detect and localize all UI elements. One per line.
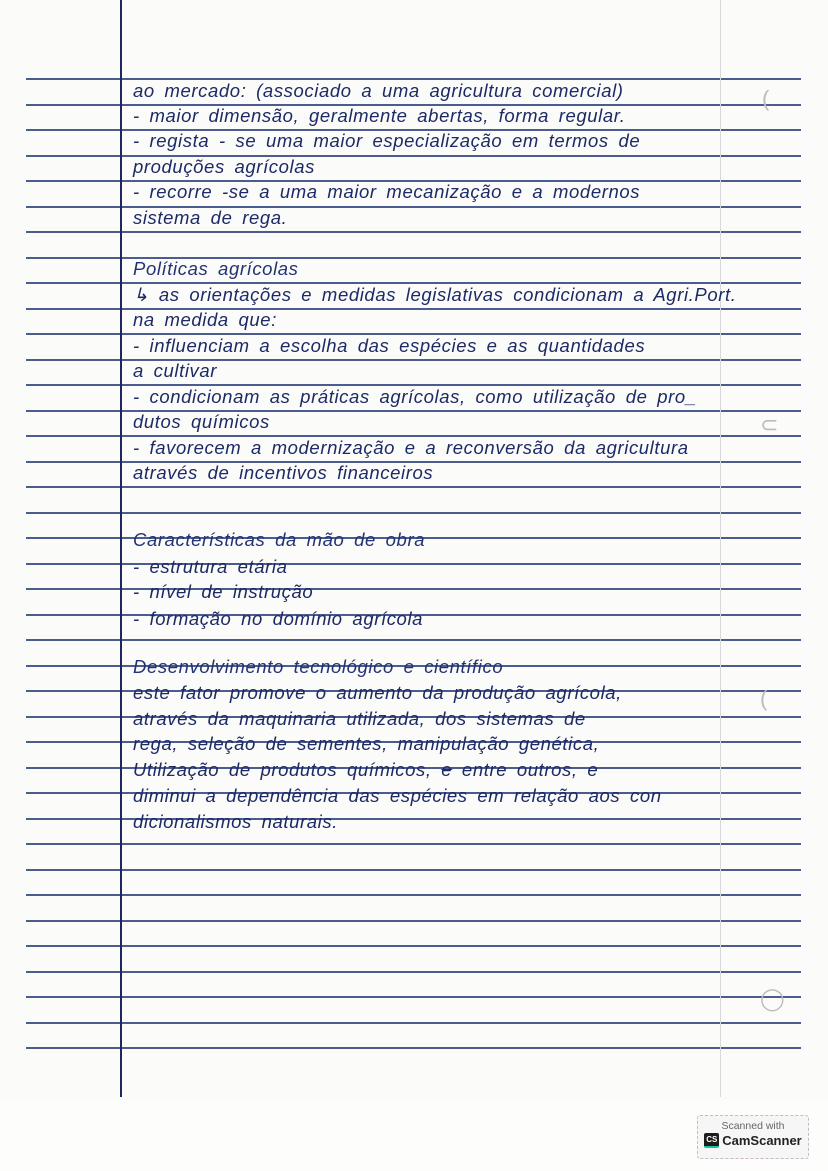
ruled-line [26, 486, 801, 488]
ruled-line [26, 920, 801, 922]
ruled-line [26, 971, 801, 973]
ruled-line [26, 639, 801, 641]
note-line: ↳ as orientações e medidas legislativas condicionam a Agri.Port. [133, 284, 737, 305]
ruled-line [26, 869, 801, 871]
struck-word: e [441, 759, 453, 780]
ruled-line [26, 231, 801, 233]
ruled-line [26, 843, 801, 845]
hole-mark-icon: ( [762, 86, 770, 111]
note-line: - nível de instrução [133, 581, 314, 602]
badge-caption: Scanned with [721, 1120, 785, 1132]
ruled-line [26, 894, 801, 896]
note-line: produções agrícolas [133, 156, 315, 177]
note-line: - estrutura etária [133, 556, 288, 577]
margin-line [120, 0, 122, 1097]
note-text: entre outros, e [452, 759, 599, 780]
note-line: dicionalismos naturais. [133, 811, 338, 832]
hole-mark-icon: ◯ [760, 986, 785, 1011]
note-line: - maior dimensão, geralmente abertas, forma regular. [133, 105, 626, 126]
note-line: a cultivar [133, 360, 218, 381]
note-line: - formação no domínio agrícola [133, 608, 424, 629]
note-line: - influenciam a escolha das espécies e as quantidades [133, 335, 646, 356]
badge-brand: CamScanner [722, 1133, 802, 1148]
note-line: dutos químicos [133, 411, 270, 432]
note-line: - condicionam as práticas agrícolas, como utilização de pro_ [133, 386, 697, 407]
ruled-line [26, 996, 801, 998]
note-line: através da maquinaria utilizada, dos sistemas de [133, 708, 586, 729]
note-line: através de incentivos financeiros [133, 462, 434, 483]
note-line: - favorecem a modernização e a reconversão da agricultura [133, 437, 689, 458]
note-line: sistema de rega. [133, 207, 288, 228]
note-line: rega, seleção de sementes, manipulação genética, [133, 733, 600, 754]
ruled-line [26, 945, 801, 947]
note-line: diminui a dependência das espécies em relação aos con [133, 785, 662, 806]
ruled-line [26, 512, 801, 514]
section-heading: Políticas agrícolas [133, 258, 299, 279]
note-line: ao mercado: (associado a uma agricultura comercial) [133, 80, 624, 101]
note-line: - regista - se uma maior especialização em termos de [133, 130, 641, 151]
note-line [133, 758, 598, 782]
hole-mark-icon: ( [760, 686, 768, 711]
note-line: este fator promove o aumento da produção agrícola, [133, 682, 622, 703]
section-heading: Desenvolvimento tecnológico e científico [133, 656, 504, 677]
section-heading: Características da mão de obra [133, 529, 426, 550]
ruled-line [26, 1022, 801, 1024]
camscanner-badge [697, 1115, 809, 1159]
hole-mark-icon: ⊂ [760, 412, 779, 437]
ruled-line [26, 1047, 801, 1049]
note-line: - recorre -se a uma maior mecanização e a modernos [133, 181, 641, 202]
note-text: Utilização de produtos químicos, [133, 759, 442, 780]
camscanner-logo-icon: CS [704, 1133, 719, 1148]
fold-line [720, 0, 721, 1097]
note-line: na medida que: [133, 309, 277, 330]
